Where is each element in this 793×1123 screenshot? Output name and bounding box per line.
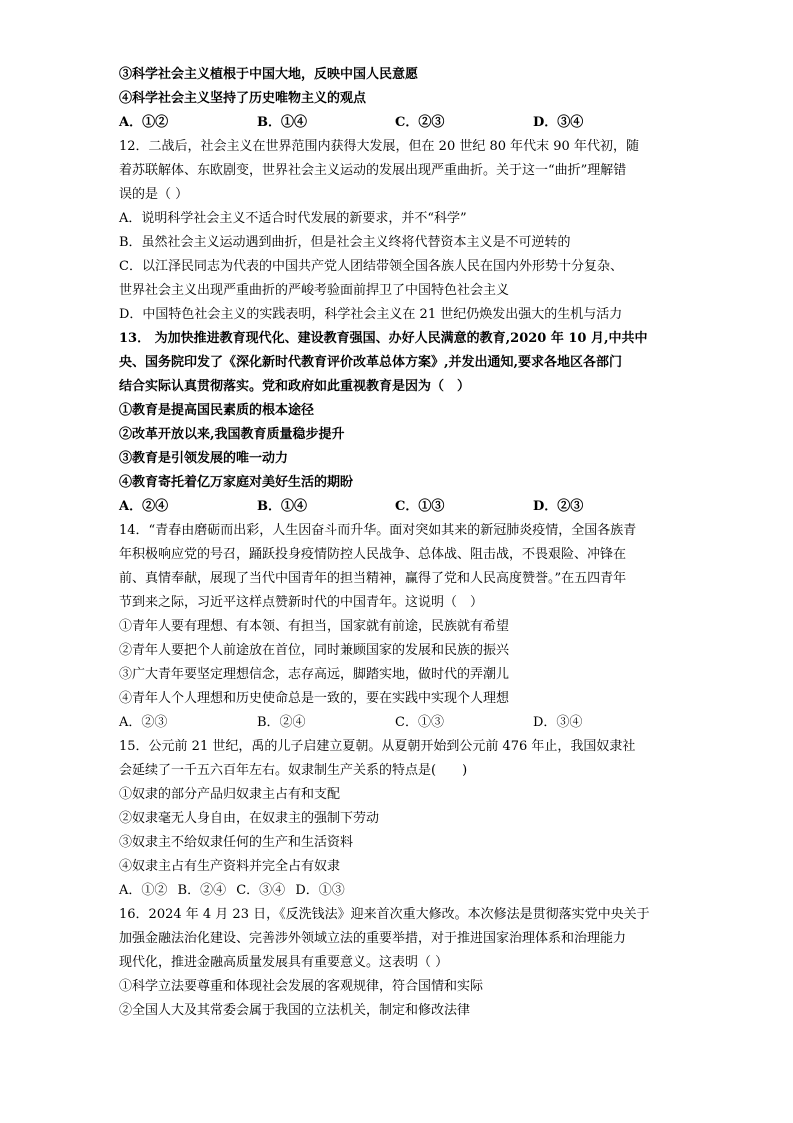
q15-option-3: ③奴隶主不给奴隶任何的生产和生活资料	[119, 835, 354, 850]
q15-option-4: ④奴隶主占有生产资料并完全占有奴隶	[119, 859, 341, 874]
q13-choice-a: A．②④	[119, 499, 169, 514]
exam-content	[119, 63, 679, 1023]
q15-option-1: ①奴隶的部分产品归奴隶主占有和支配	[119, 787, 341, 802]
q11-choice-c: C．②③	[395, 115, 445, 130]
q13-choice-d: D．②③	[533, 499, 584, 514]
q16-option-2: ②全国人大及其常委会属于我国的立法机关，制定和修改法律	[119, 1003, 471, 1018]
q11-choice-b: B．①④	[257, 115, 307, 130]
q12-stem-line-1: 12．二战后，社会主义在世界范围内获得大发展，但在 20 世纪 80 年代末 90 年代初，随	[119, 139, 639, 154]
q14-choice-c: C．①③	[395, 715, 444, 730]
q16-option-1: ①科学立法要尊重和体现社会发展的客观规律，符合国情和实际	[119, 979, 484, 994]
q15-option-2: ②奴隶毫无人身自由，在奴隶主的强制下劳动	[119, 811, 380, 826]
q15-choices	[119, 879, 679, 903]
q12-option-c-line-2: 世界社会主义出现严重曲折的严峻考验面前捍卫了中国特色社会主义	[119, 283, 510, 298]
q14-stem-line-3: 前、真情奉献，展现了当代中国青年的担当精神，赢得了党和人民高度赞誉。”在五四青年	[119, 571, 627, 586]
q13-option-1: ①教育是提高国民素质的根本途径	[119, 403, 315, 418]
q13-option-3: ③教育是引领发展的唯一动力	[119, 451, 289, 466]
q12-option-c-line-1: C．以江泽民同志为代表的中国共产党人团结带领全国各族人民在国内外形势十分复杂、	[119, 259, 623, 274]
q15-choice-b: B．②④	[177, 883, 227, 898]
q15-choice-d: D．①③	[295, 883, 345, 898]
q11-choice-a: A．①②	[119, 115, 169, 130]
q14-option-4: ④青年人个人理想和历史使命总是一致的，要在实践中实现个人理想	[119, 691, 510, 706]
q14-option-1: ①青年人要有理想、有本领、有担当，国家就有前途，民族就有希望	[119, 619, 510, 634]
q14-choice-a: A．②③	[119, 715, 168, 730]
q14-stem-line-2: 年积极响应党的号召，踊跃投身疫情防控人民战争、总体战、阻击战，不畏艰险、冲锋在	[119, 547, 627, 562]
q14-stem-line-1: 14．“青春由磨砺而出彩，人生因奋斗而升华。面对突如其来的新冠肺炎疫情，全国各族青	[119, 523, 637, 538]
q14-option-2: ②青年人要把个人前途放在首位，同时兼顾国家的发展和民族的振兴	[119, 643, 510, 658]
q14-choice-d: D．③④	[533, 715, 583, 730]
q12-stem-line-2: 着苏联解体、东欧剧变，世界社会主义运动的发展出现严重曲折。关于这一“曲折”理解错	[119, 163, 627, 178]
q13-option-4: ④教育寄托着亿万家庭对美好生活的期盼	[119, 475, 354, 490]
q13-choices	[119, 495, 679, 519]
q15-stem-line-2: 会延续了一千五六百年左右。奴隶制生产关系的特点是( )	[119, 763, 468, 778]
q11-option-4: ④科学社会主义坚持了历史唯物主义的观点	[119, 91, 367, 106]
q11-choice-d: D．③④	[533, 115, 584, 130]
q13-option-2: ②改革开放以来,我国教育质量稳步提升	[119, 427, 345, 442]
q12-option-a: A．说明科学社会主义不适合时代发展的新要求，并不“科学”	[119, 211, 467, 226]
q11-option-3: ③科学社会主义植根于中国大地，反映中国人民意愿	[119, 67, 419, 82]
q13-choice-b: B．①④	[257, 499, 307, 514]
q15-choice-c: C．③④	[236, 883, 286, 898]
q12-stem-line-3: 误的是（ ）	[119, 187, 189, 202]
q14-choices	[119, 711, 679, 735]
q14-stem-line-4: 节到来之际，习近平这样点赞新时代的中国青年。这说明（ ）	[119, 595, 484, 610]
q13-stem-line-3: 结合实际认真贯彻落实。党和政府如此重视教育是因为（ ）	[119, 379, 471, 394]
q16-stem-line-3: 现代化，推进金融高质量发展具有重要意义。这表明（ ）	[119, 955, 449, 970]
q12-option-d: D．中国特色社会主义的实践表明，科学社会主义在 21 世纪仍焕发出强大的生机与活力	[119, 307, 623, 322]
q13-stem-line-2: 央、国务院印发了《深化新时代教育评价改革总体方案》,并发出通知,要求各地区各部门	[119, 355, 623, 370]
q11-choices	[119, 111, 679, 135]
q12-option-b: B．虽然社会主义运动遇到曲折，但是社会主义终将代替资本主义是不可逆转的	[119, 235, 571, 250]
q14-choice-b: B．②④	[257, 715, 306, 730]
q14-option-3: ③广大青年要坚定理想信念，志存高远，脚踏实地，做时代的弄潮儿	[119, 667, 510, 682]
q15-choice-a: A．①②	[119, 883, 168, 898]
q13-choice-c: C．①③	[395, 499, 445, 514]
q16-stem-line-2: 加强金融法治化建设、完善涉外领域立法的重要举措，对于推进国家治理体系和治理能力	[119, 931, 627, 946]
q13-stem-line-1: 13． 为加快推进教育现代化、建设教育强国、办好人民满意的教育,2020 年 10 月,中共中	[119, 331, 648, 346]
q16-stem-line-1: 16．2024 年 4 月 23 日，《反洗钱法》迎来首次重大修改。本次修法是贯彻落实党中央关于	[119, 907, 650, 922]
q15-stem-line-1: 15．公元前 21 世纪，禹的儿子启建立夏朝。从夏朝开始到公元前 476 年止，我国奴隶社	[119, 739, 636, 754]
